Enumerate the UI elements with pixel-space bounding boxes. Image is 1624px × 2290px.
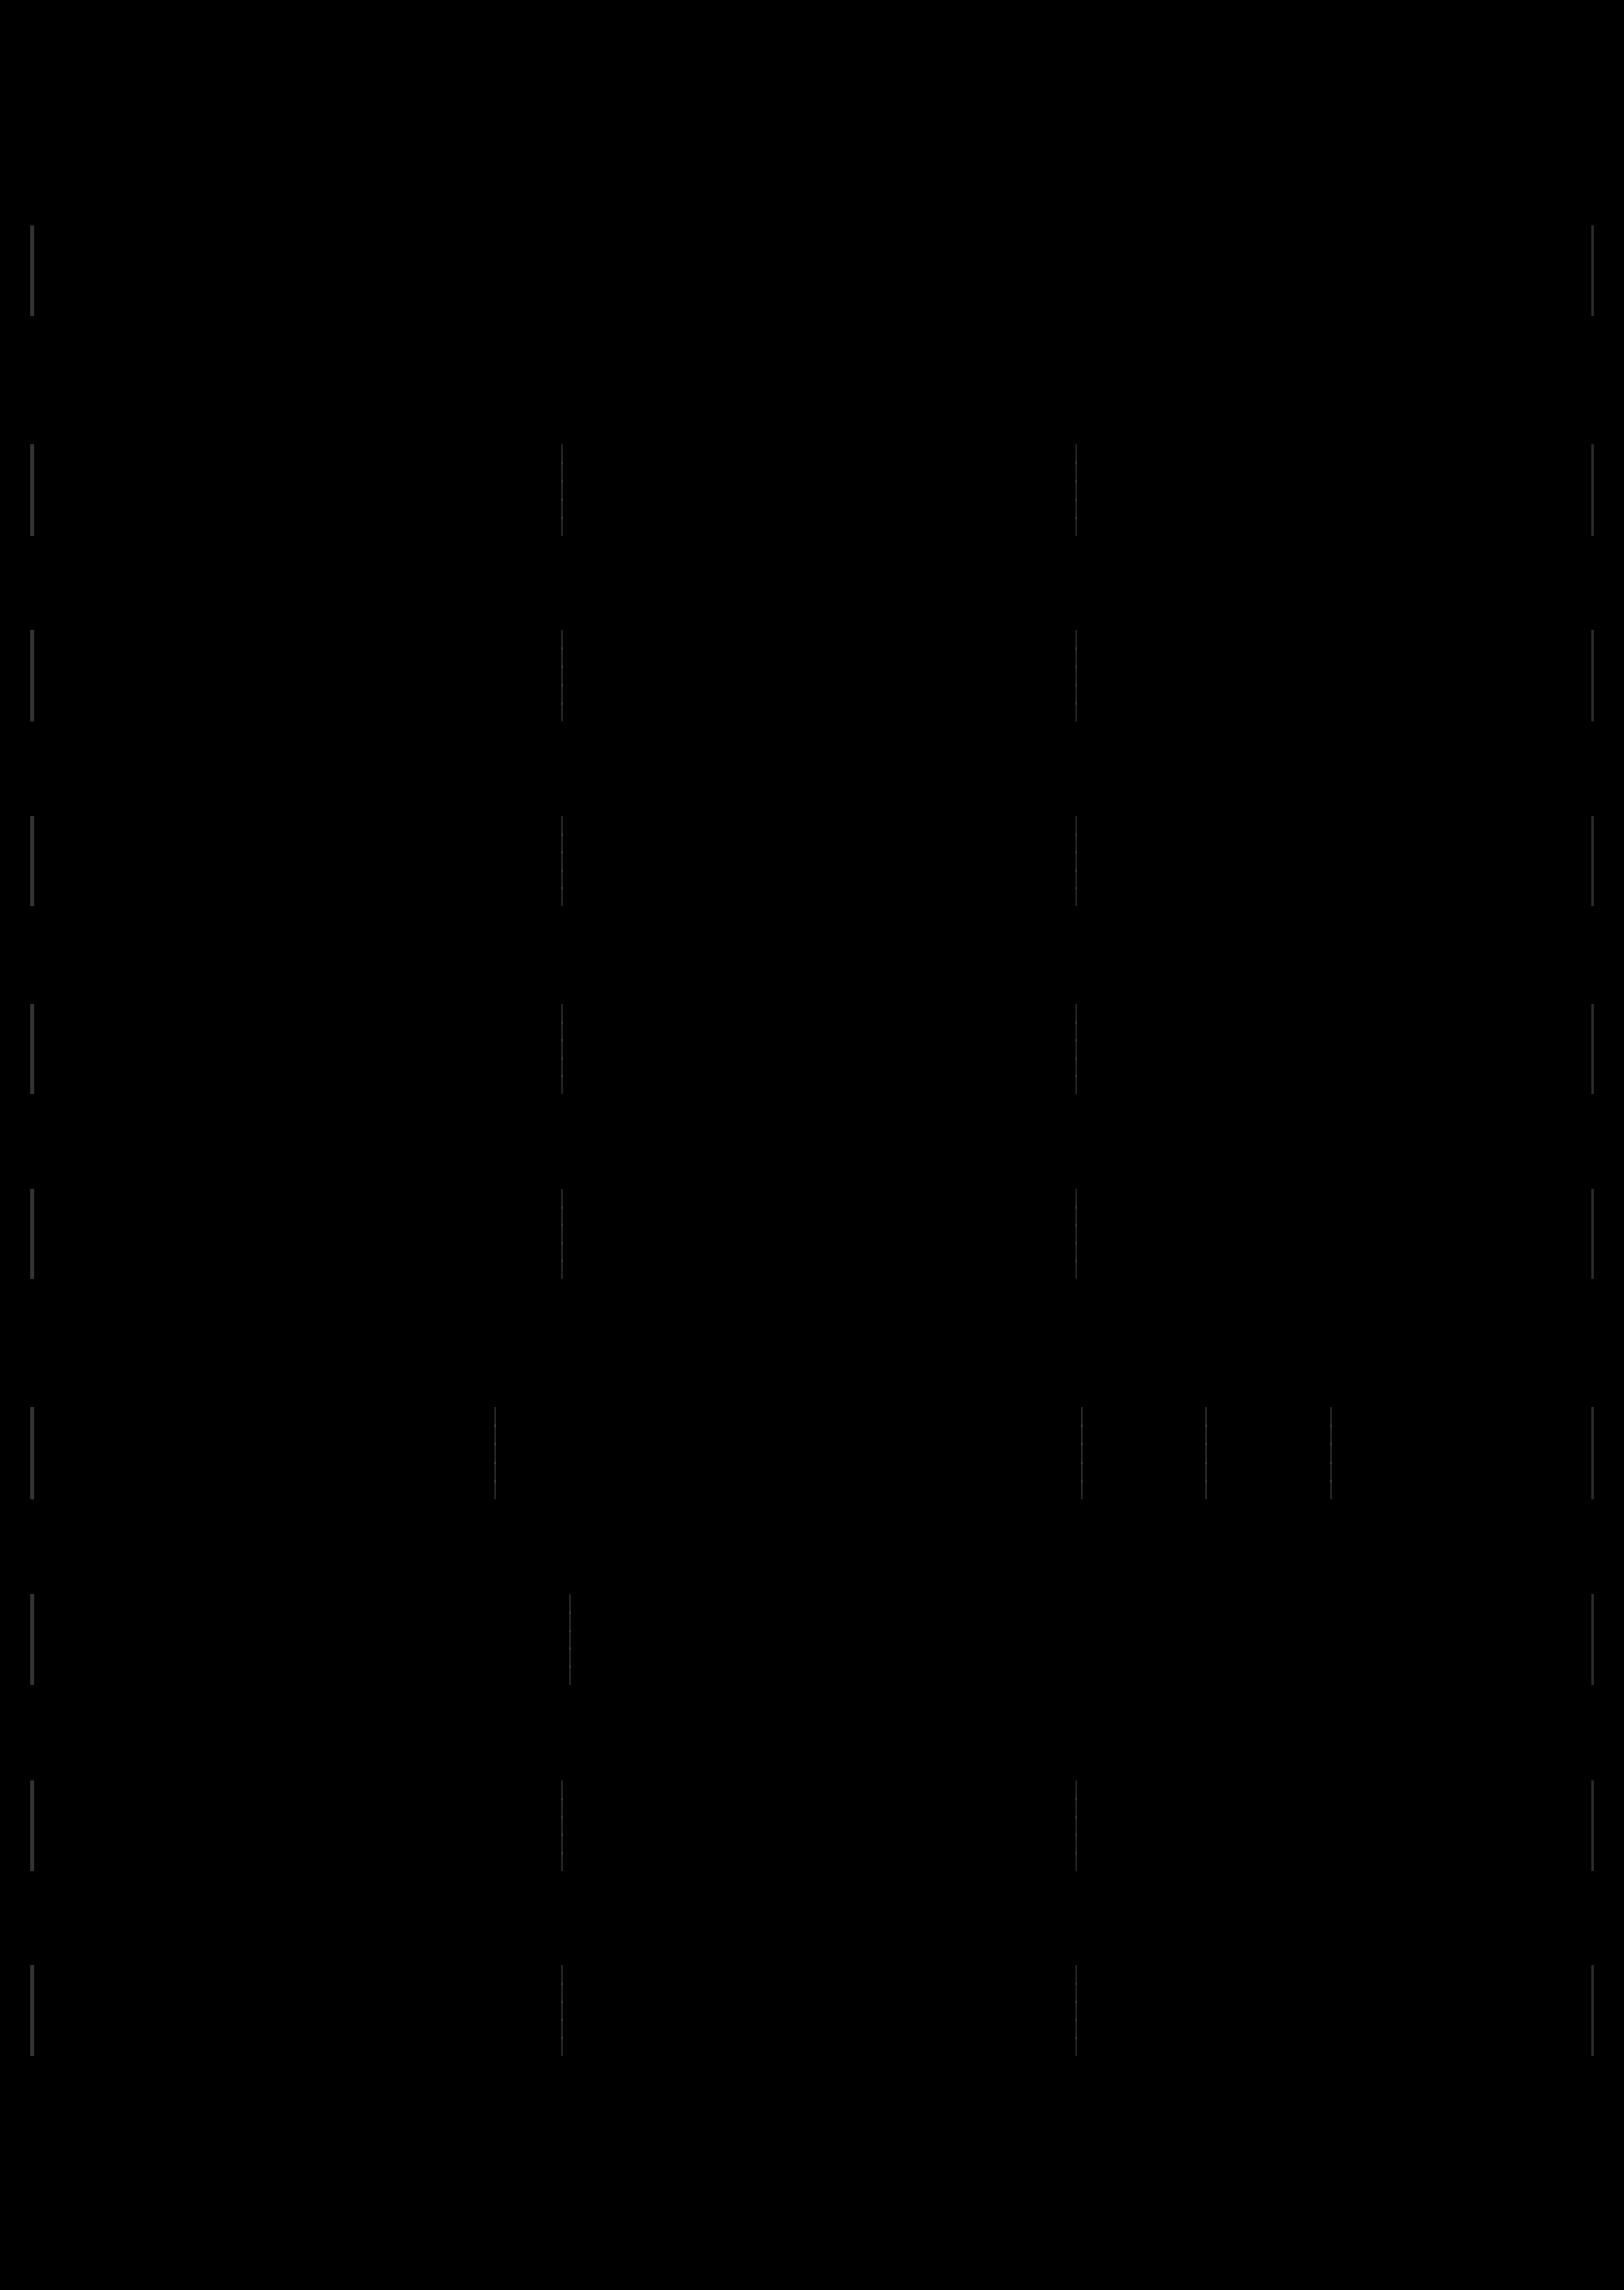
table-rule-row-9-x1999 — [1591, 1780, 1594, 1871]
table-rule-row-10-x38 — [30, 1965, 34, 2056]
table-rule-row-7-x1514 — [1205, 1407, 1207, 1499]
rule-intersection-dot — [1076, 702, 1077, 705]
rule-intersection-dot — [1330, 1462, 1332, 1464]
table-rule-row-8-x38 — [30, 1594, 34, 1685]
rule-intersection-dot — [561, 2037, 563, 2039]
rule-intersection-dot — [1081, 1424, 1083, 1427]
table-rule-row-8-x715 — [569, 1594, 571, 1685]
rule-intersection-dot — [1330, 1443, 1332, 1445]
rule-intersection-dot — [561, 1206, 563, 1209]
rule-intersection-dot — [561, 1983, 563, 1985]
rule-intersection-dot — [561, 684, 563, 686]
table-rule-row-10-x705 — [561, 1965, 563, 2056]
table-rule-row-9-x705 — [561, 1780, 563, 1871]
table-rule-row-1-x38 — [30, 225, 34, 316]
rule-intersection-dot — [561, 1260, 563, 1262]
table-rule-row-2-x1999 — [1591, 444, 1594, 536]
rule-intersection-dot — [1076, 1022, 1077, 1024]
rule-intersection-dot — [1076, 498, 1077, 501]
rule-intersection-dot — [561, 666, 563, 668]
table-rule-row-5-x705 — [561, 1004, 563, 1094]
table-rule-row-10-x1351 — [1076, 1965, 1077, 2056]
rule-intersection-dot — [561, 1022, 563, 1024]
table-rule-row-2-x38 — [30, 444, 34, 536]
rule-intersection-dot — [569, 1630, 571, 1632]
rule-intersection-dot — [561, 1834, 563, 1836]
rule-intersection-dot — [1076, 1983, 1077, 1985]
table-rule-row-10-x1999 — [1591, 1965, 1594, 2056]
rule-intersection-dot — [1076, 1057, 1077, 1060]
rule-intersection-dot — [1076, 647, 1077, 650]
table-rule-row-9-x38 — [30, 1780, 34, 1871]
rule-intersection-dot — [561, 1075, 563, 1077]
table-rule-row-6-x1351 — [1076, 1189, 1077, 1279]
table-rule-row-9-x1351 — [1076, 1780, 1077, 1871]
table-rule-row-4-x38 — [30, 816, 34, 906]
rule-intersection-dot — [1076, 1224, 1077, 1226]
rule-intersection-dot — [1076, 480, 1077, 483]
rule-intersection-dot — [561, 702, 563, 705]
rule-intersection-dot — [561, 1224, 563, 1226]
table-rule-row-1-x1999 — [1591, 225, 1594, 316]
rule-intersection-dot — [1076, 666, 1077, 668]
table-rule-row-5-x1999 — [1591, 1004, 1594, 1094]
rule-intersection-dot — [1076, 834, 1077, 836]
rule-intersection-dot — [561, 1852, 563, 1854]
rule-intersection-dot — [561, 647, 563, 650]
table-rule-row-3-x705 — [561, 630, 563, 721]
table-rule-row-7-x38 — [30, 1407, 34, 1499]
rule-intersection-dot — [1076, 1816, 1077, 1819]
rule-intersection-dot — [1076, 684, 1077, 686]
rule-intersection-dot — [1076, 851, 1077, 854]
table-rule-row-7-x1671 — [1330, 1407, 1332, 1499]
rule-intersection-dot — [561, 1057, 563, 1060]
rule-intersection-dot — [569, 1612, 571, 1614]
rule-intersection-dot — [1076, 1242, 1077, 1245]
rule-intersection-dot — [1076, 1798, 1077, 1800]
rule-intersection-dot — [561, 1039, 563, 1041]
rule-intersection-dot — [1205, 1443, 1207, 1445]
table-rule-row-6-x38 — [30, 1189, 34, 1279]
rule-intersection-dot — [1081, 1443, 1083, 1445]
rule-intersection-dot — [1076, 462, 1077, 464]
table-rule-row-4-x1999 — [1591, 816, 1594, 906]
rule-intersection-dot — [1076, 1075, 1077, 1077]
rule-intersection-dot — [1076, 1206, 1077, 1209]
rule-intersection-dot — [561, 1242, 563, 1245]
rule-intersection-dot — [1330, 1480, 1332, 1483]
rule-intersection-dot — [561, 498, 563, 501]
rule-intersection-dot — [561, 834, 563, 836]
rule-intersection-dot — [561, 517, 563, 519]
rule-intersection-dot — [561, 2018, 563, 2021]
rule-intersection-dot — [1330, 1424, 1332, 1427]
rule-intersection-dot — [569, 1666, 571, 1668]
rule-intersection-dot — [561, 1816, 563, 1819]
table-rule-row-6-x1999 — [1591, 1189, 1594, 1279]
rule-intersection-dot — [1076, 1852, 1077, 1854]
rule-intersection-dot — [494, 1462, 496, 1464]
rule-intersection-dot — [561, 851, 563, 854]
rule-intersection-dot — [1076, 2018, 1077, 2021]
rule-intersection-dot — [1076, 517, 1077, 519]
table-rule-row-4-x705 — [561, 816, 563, 906]
rule-intersection-dot — [1076, 1039, 1077, 1041]
rule-intersection-dot — [1205, 1480, 1207, 1483]
table-rule-row-7-x1358 — [1081, 1407, 1083, 1499]
table-rule-row-3-x38 — [30, 630, 34, 721]
rule-intersection-dot — [494, 1424, 496, 1427]
table-rule-row-6-x705 — [561, 1189, 563, 1279]
rule-intersection-dot — [561, 869, 563, 872]
rule-intersection-dot — [561, 480, 563, 483]
table-rule-row-3-x1999 — [1591, 630, 1594, 721]
rule-intersection-dot — [1076, 887, 1077, 889]
rule-intersection-dot — [1205, 1424, 1207, 1427]
table-rule-row-3-x1351 — [1076, 630, 1077, 721]
rule-intersection-dot — [1076, 1834, 1077, 1836]
rule-intersection-dot — [561, 1798, 563, 1800]
rule-intersection-dot — [569, 1647, 571, 1650]
table-rule-row-5-x1351 — [1076, 1004, 1077, 1094]
table-rule-row-5-x38 — [30, 1004, 34, 1094]
table-rule-row-8-x1999 — [1591, 1594, 1594, 1685]
table-rule-row-2-x1351 — [1076, 444, 1077, 536]
rule-intersection-dot — [1076, 1260, 1077, 1262]
rule-intersection-dot — [561, 887, 563, 889]
rule-intersection-dot — [1076, 2001, 1077, 2003]
rule-intersection-dot — [561, 2001, 563, 2003]
rule-intersection-dot — [1205, 1462, 1207, 1464]
table-rule-row-7-x621 — [494, 1407, 496, 1499]
table-rule-row-4-x1351 — [1076, 816, 1077, 906]
rule-intersection-dot — [1081, 1462, 1083, 1464]
rule-intersection-dot — [494, 1443, 496, 1445]
table-rule-row-2-x705 — [561, 444, 563, 536]
rule-intersection-dot — [1076, 2037, 1077, 2039]
table-rule-row-7-x1999 — [1591, 1407, 1594, 1499]
rule-intersection-dot — [494, 1480, 496, 1483]
rule-intersection-dot — [1081, 1480, 1083, 1483]
rule-intersection-dot — [561, 462, 563, 464]
rule-intersection-dot — [1076, 869, 1077, 872]
